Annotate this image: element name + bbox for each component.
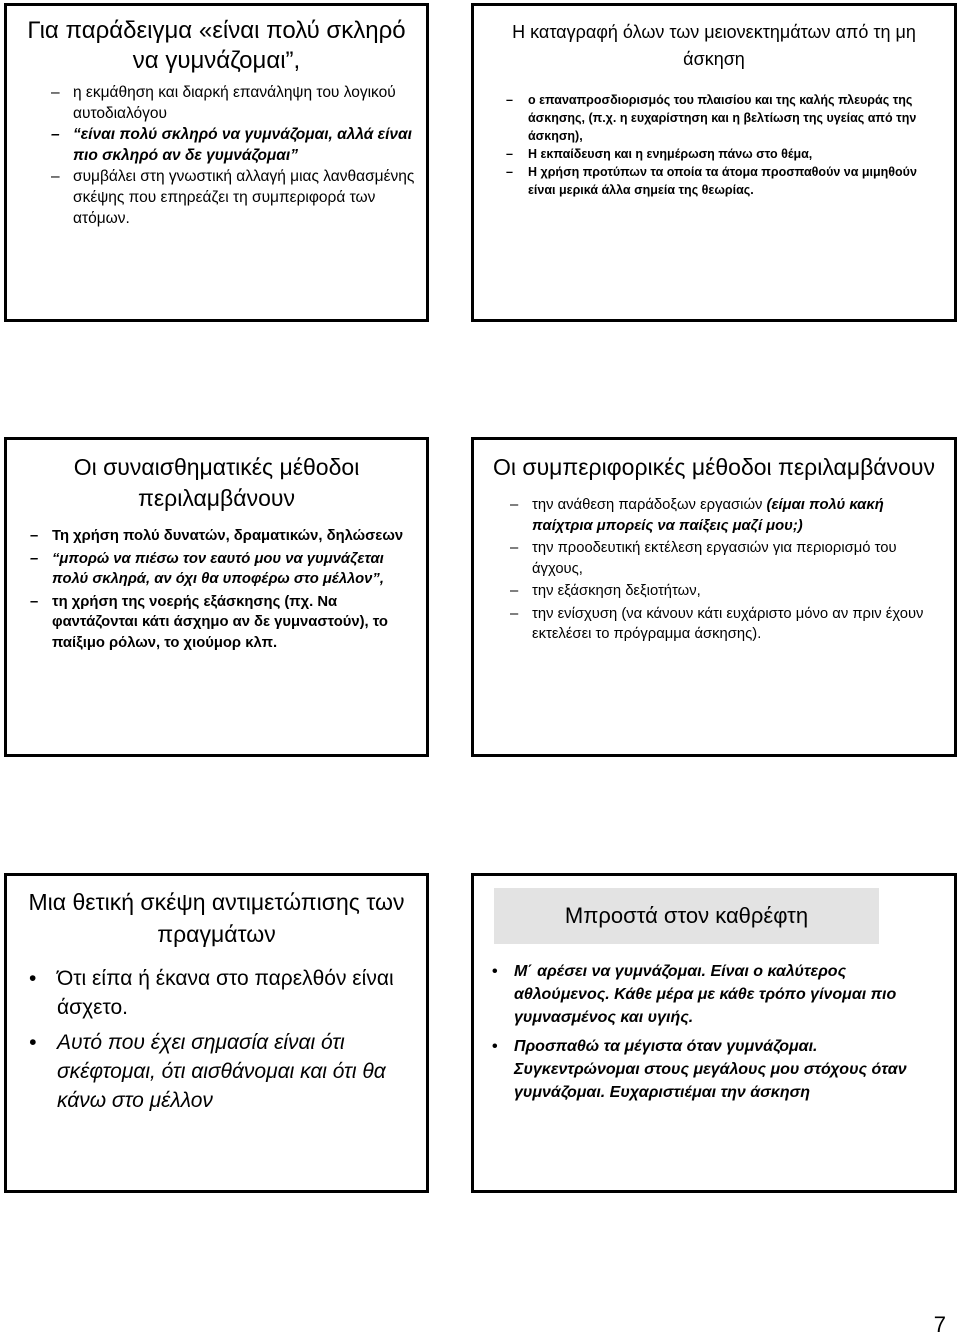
slide-3-list [52, 526, 414, 653]
slide-6-title: Μπροστά στον καθρέφτη [494, 888, 879, 944]
list-item: – τη χρήση της νοερής εξάσκησης (πχ. Να φαντάζονται κάτι άσχημο αν δε γυμναστούν), το παίξιμο ρόλων, το χιούμορ κλπ. [52, 592, 414, 654]
list-item: – Τη χρήση πολύ δυνατών, δραματικών, δηλώσεων [52, 526, 414, 547]
slide-5-title: Μια θετική σκέψη αντιμετώπισης των πραγμάτων [28, 889, 405, 947]
slide-5-list [57, 964, 416, 1115]
list-item [532, 495, 942, 536]
list-item: • Ότι είπα ή έκανα στο παρελθόν είναι άσχετο. [57, 964, 416, 1022]
list-item: • Μ΄ αρέσει να γυμνάζομαι. Είναι ο καλύτερος αθλούμενος. Κάθε μέρα με κάθε τρόπο γίνομαι πιο γυμνασμένος και υγιής. [514, 960, 942, 1029]
slide-3 [4, 437, 429, 757]
list-item: – Η χρήση προτύπων τα οποία τα άτομα προσπαθούν να μιμηθούν είναι μερικά άλλα σημεία της θεωρίας. [528, 163, 942, 199]
page-number: 7 [933, 1312, 946, 1337]
slide-1-list [73, 82, 416, 229]
list-item-emphasis: (είμαι πολύ κακή παίχτρια μπορείς να παίξεις μαζί μου;) [532, 497, 884, 534]
list-item: • Προσπαθώ τα μέγιστα όταν γυμνάζομαι. Συγκεντρώνομαι στους μεγάλους μου στόχους όταν γυμνάζομαι. Ευχαριστιέμαι την άσκηση [514, 1035, 942, 1104]
slide-2-title: Η καταγραφή όλων των μειονεκτημάτων από τη μη άσκηση [512, 22, 916, 69]
slide-4-title: Οι συμπεριφορικές μέθοδοι περιλαμβάνουν [493, 454, 935, 480]
list-item: – την εξάσκηση δεξιοτήτων, [532, 581, 942, 602]
list-item: – την προοδευτική εκτέλεση εργασιών για περιορισμό του άγχους, [532, 538, 942, 579]
slide-2 [471, 3, 957, 322]
list-item-text: την ανάθεση παράδοξων εργασιών [532, 497, 767, 513]
slide-5 [4, 873, 429, 1193]
slide-1-title: Για παράδειγμα «είναι πολύ σκληρό να γυμνάζομαι”, [27, 17, 406, 74]
list-item: – Η εκπαίδευση και η ενημέρωση πάνω στο θέμα, [528, 145, 942, 163]
slide-6 [471, 873, 957, 1193]
slide-3-title: Οι συναισθηματικές μέθοδοι περιλαμβάνουν [73, 454, 360, 511]
list-item: – “είναι πολύ σκληρό να γυμνάζομαι, αλλά είναι πιο σκληρό αν δε γυμνάζομαι” [73, 124, 416, 166]
list-item: – ο επαναπροσδιορισμός του πλαισίου και της καλής πλευράς της άσκησης, (π.χ. η ευχαρίστηση και η βελτίωση της υγείας από την άσκηση), [528, 91, 942, 145]
list-item: – “μπορώ να πιέσω τον εαυτό μου να γυμνάζεται πολύ σκληρά, αν όχι θα υποφέρω στο μέλλον”, [52, 549, 414, 590]
list-item: – η εκμάθηση και διαρκή επανάληψη του λογικού αυτοδιαλόγου [73, 82, 416, 124]
list-item: – την ενίσχυση (να κάνουν κάτι ευχάριστο μόνο αν πριν έχουν εκτελέσει το πρόγραμμα άσκησης). [532, 604, 942, 645]
slide-2-list [528, 91, 942, 199]
list-item: • Αυτό που έχει σημασία είναι ότι σκέφτομαι, ότι αισθάνομαι και ότι θα κάνω στο μέλλον [57, 1028, 416, 1115]
slide-4 [471, 437, 957, 757]
list-item: – συμβάλει στη γνωστική αλλαγή μιας λανθασμένης σκέψης που επηρεάζει τη συμπεριφορά των ατόμων. [73, 166, 416, 229]
slide-1 [4, 3, 429, 322]
slide-4-list [532, 495, 942, 645]
slide-6-list [514, 960, 942, 1104]
